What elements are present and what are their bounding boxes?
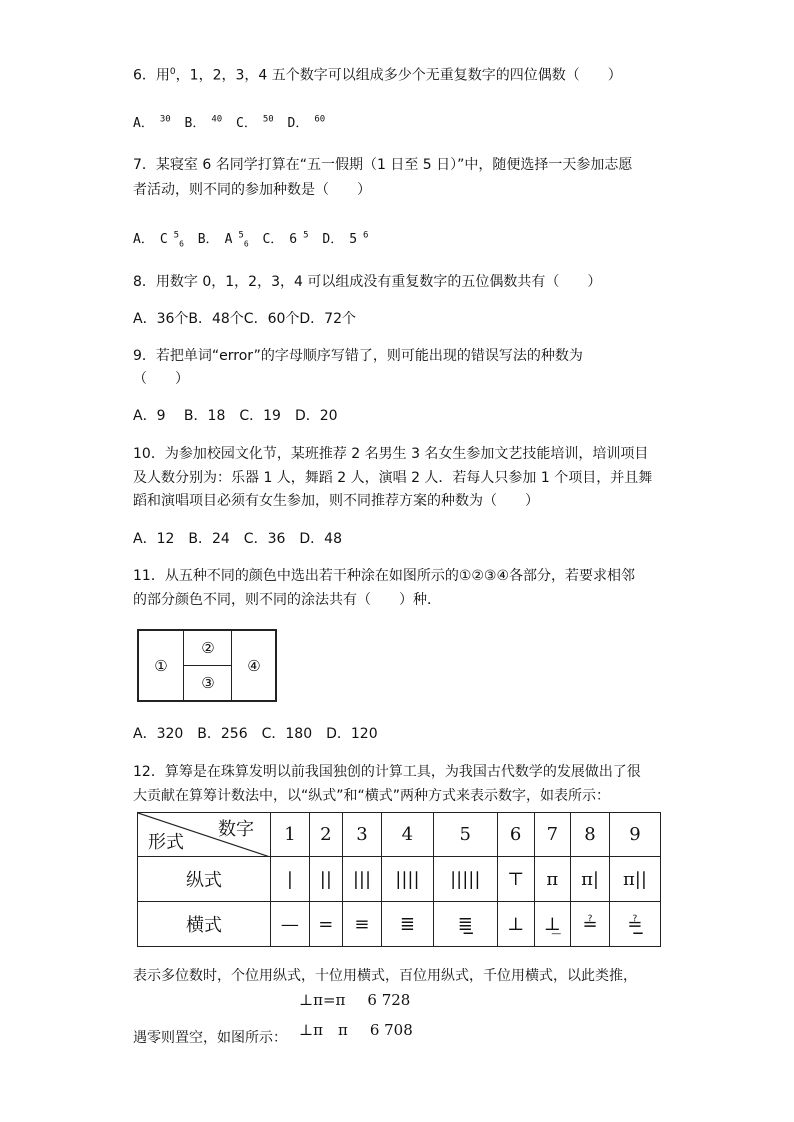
- table-row-horizontal: [138, 902, 661, 947]
- divider: [231, 631, 232, 700]
- header-form-label: 形式: [148, 832, 184, 853]
- example-number: 6 708: [369, 1021, 413, 1039]
- q10-line2: 及人数分别为：乐器 1 人，舞蹈 2 人，演唱 2 人．若每人只参加 1 个项目，并且舞: [133, 470, 653, 486]
- table-corner-cell: [138, 813, 271, 857]
- rod-glyph: ⊤: [497, 857, 534, 902]
- digit-cell: 6: [497, 813, 534, 857]
- table-row-vertical: [138, 857, 661, 902]
- rod-glyph: |: [271, 857, 310, 902]
- q7-option-a: A． C $^5_6$: [133, 230, 184, 249]
- rod-glyph: ⊥̲: [534, 902, 571, 947]
- q7-line1: 7．某寝室 6 名同学打算在“五一假期（1 日至 5 日）”中，随便选择一天参加志愿: [133, 157, 633, 173]
- q9-options: A．9 B．18 C．19 D．20: [133, 408, 338, 424]
- q11-options: A．320 B．256 C．180 D．120: [133, 726, 378, 742]
- q9-line2: （ ）: [133, 371, 189, 387]
- digit-cell: 1: [271, 813, 310, 857]
- digit-cell: 2: [309, 813, 342, 857]
- example-6708: [299, 1019, 413, 1040]
- digit-cell: 8: [571, 813, 610, 857]
- rod-glyph: ||||: [382, 857, 434, 902]
- q10-options: A．12 B．24 C．36 D．48: [133, 531, 342, 547]
- q11-line2: 的部分颜色不同，则不同的涂法共有（ ）种．: [133, 592, 441, 608]
- example-number: 6 728: [367, 991, 411, 1009]
- q8-line1: 8．用数字 0，1，2，3，4 可以组成没有重复数字的五位偶数共有（ ）: [133, 274, 602, 290]
- row-label-horizontal: 横式: [138, 902, 271, 947]
- q10-line1: 10．为参加校园文化节，某班推荐 2 名男生 3 名女生参加文艺技能培训，培训项目: [133, 446, 649, 462]
- rod-glyph: |||: [342, 857, 381, 902]
- q6-options: [133, 112, 331, 131]
- q12-line1: 12．算筹是在珠算发明以前我国独创的计算工具，为我国古代数学的发展做出了很: [133, 764, 641, 780]
- rod-glyph: ≣: [382, 902, 434, 947]
- region-4: ④: [247, 656, 261, 675]
- example-6728: [299, 991, 410, 1009]
- q8-options: A．36个B．48个C．60个D．72个: [133, 311, 356, 327]
- q6-option-a: A． $^{30}$: [133, 114, 171, 131]
- q6-option-c: C． $^{50}$: [236, 114, 274, 131]
- digit-cell: 7: [534, 813, 571, 857]
- rod-glyph: ≣̲: [433, 902, 497, 947]
- region-3: ③: [201, 674, 215, 692]
- digit-cell: 9: [609, 813, 660, 857]
- region-2: ②: [201, 639, 215, 657]
- q12-after-table-line: 表示多位数时，个位用纵式，十位用横式，百位用纵式，千位用横式，以此类推，: [133, 968, 637, 984]
- digit-cell: 4: [382, 813, 434, 857]
- q10-line3: 蹈和演唱项目必须有女生参加，则不同推荐方案的种数为（ ）: [133, 493, 539, 509]
- digit-cell: 5: [433, 813, 497, 857]
- q9-line1: 9．若把单词“error”的字母顺序写错了，则可能出现的错误写法的种数为: [133, 348, 583, 364]
- q6-stem: 6．用$^0$，1，2，3，4 五个数字可以组成多少个无重复数字的四位偶数（ ）: [133, 67, 622, 84]
- rod-glyph: ≟̲: [609, 902, 660, 947]
- q7-option-c: C． 6 $^5$: [262, 230, 309, 247]
- q12-line2: 大贡献在算筹计数法中，以“纵式”和“横式”两种方式来表示数字，如表所示：: [133, 788, 611, 804]
- rod-glyph: ≟: [571, 902, 610, 947]
- rod-glyph: —: [271, 902, 310, 947]
- region-1: ①: [154, 656, 168, 675]
- row-label-vertical: 纵式: [138, 857, 271, 902]
- q11-line1: 11．从五种不同的颜色中选出若干种涂在如图所示的①②③④各部分，若要求相邻: [133, 568, 636, 584]
- rod-glyph: π||: [609, 857, 660, 902]
- counting-rods-table: [137, 812, 661, 947]
- rod-glyph: =: [309, 902, 342, 947]
- q7-options: [133, 228, 374, 249]
- rod-glyph: π|: [571, 857, 610, 902]
- q6-option-d: D． $^{60}$: [287, 114, 326, 131]
- q7-line2: 者活动，则不同的参加种数是（ ）: [133, 182, 371, 198]
- q7-option-b: B． A $^5_6$: [197, 230, 249, 249]
- rod-glyph: ⊥: [497, 902, 534, 947]
- digit-cell: 3: [342, 813, 381, 857]
- q6-digit-zero: 0: [169, 67, 176, 77]
- q6-option-b: B． $^{40}$: [184, 114, 223, 131]
- rod-glyph: ≡: [342, 902, 381, 947]
- example-rods: ⊥π=π: [299, 991, 346, 1009]
- table-header-row: [138, 813, 661, 857]
- rod-glyph: ||: [309, 857, 342, 902]
- header-digit-label: 数字: [218, 819, 254, 840]
- example-rods: ⊥π π: [299, 1021, 348, 1039]
- rod-glyph: |||||: [433, 857, 497, 902]
- q7-option-d: D． 5 $^6$: [322, 230, 369, 247]
- rod-glyph: π: [534, 857, 571, 902]
- q12-zero-line: 遇零则置空，如图所示：: [133, 1030, 287, 1046]
- q11-region-diagram: [137, 629, 277, 702]
